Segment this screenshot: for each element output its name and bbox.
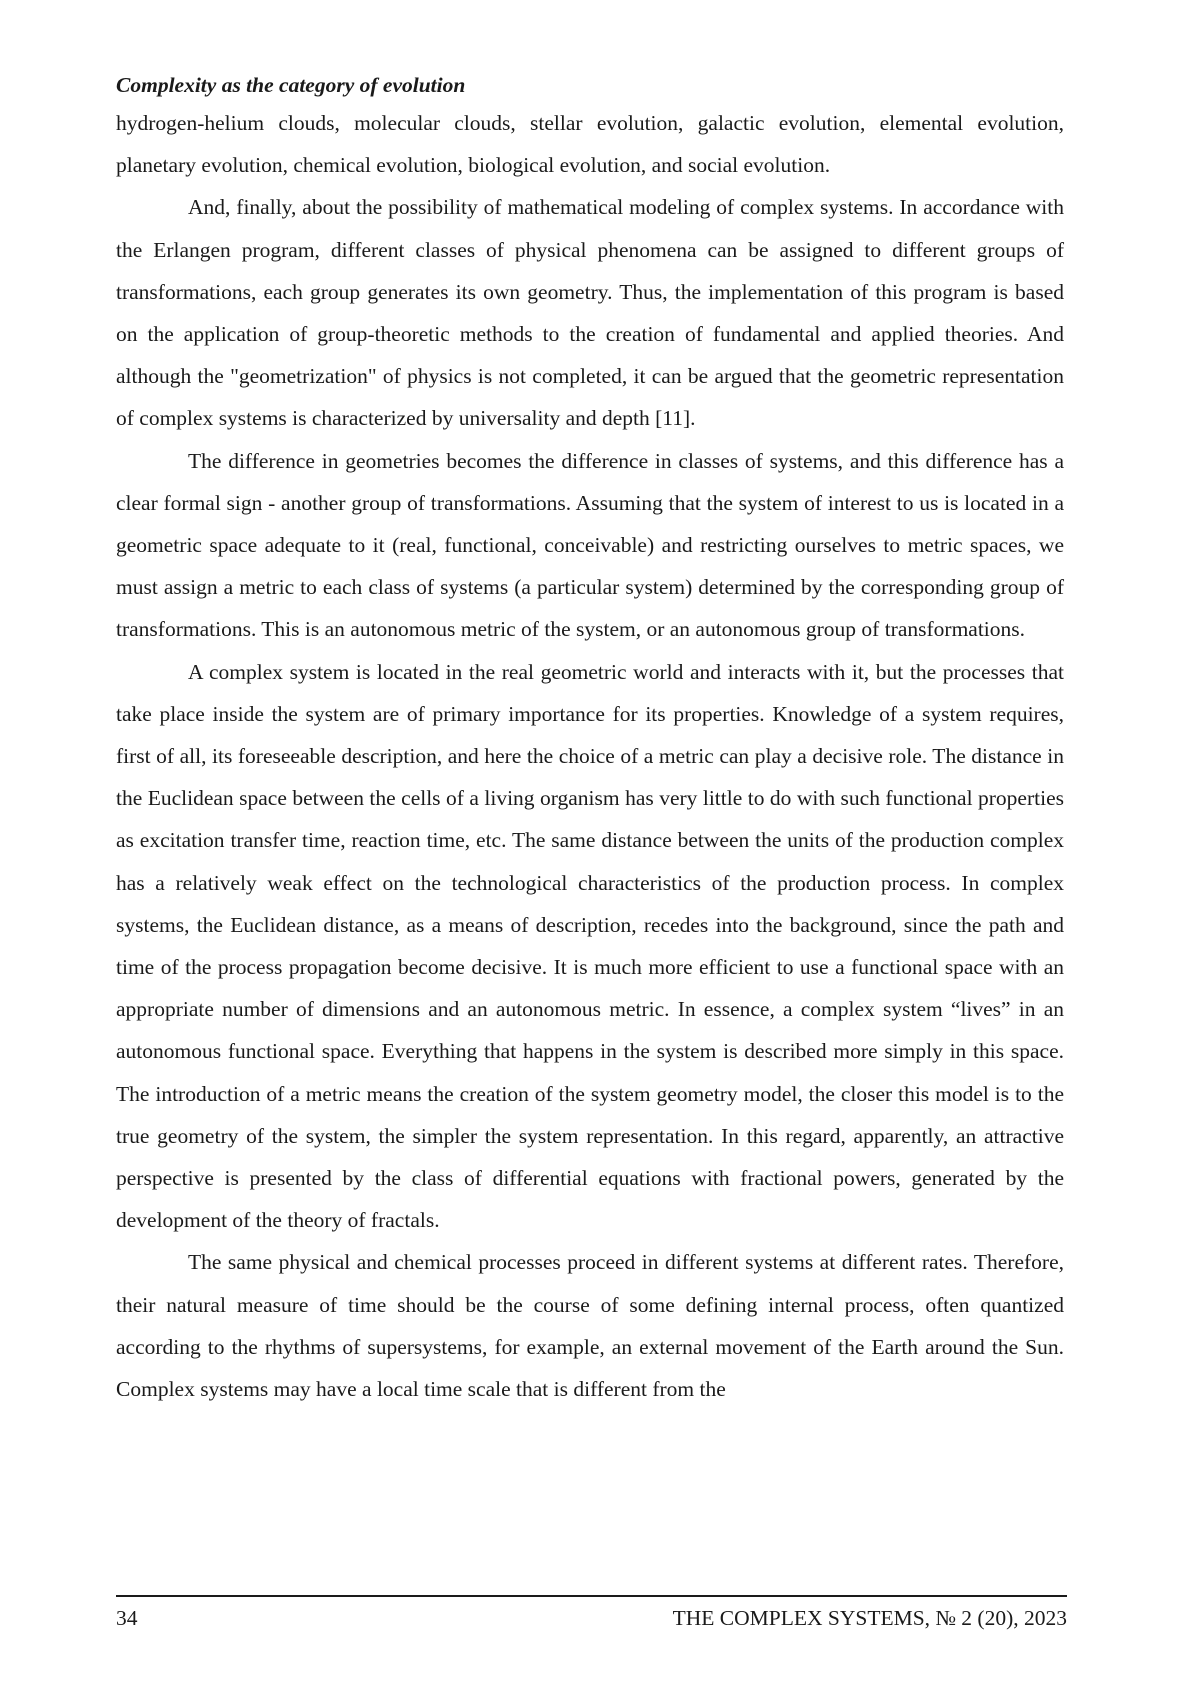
paragraph-continued: hydrogen-helium clouds, molecular clouds, stellar evolution, galactic evolution, elemental evolution, planetary evolution, chemical evolution, biological evolution, and social evolution. [116, 111, 1064, 178]
journal-name: THE COMPLEX SYSTEMS, № 2 (20), 2023 [672, 1606, 1067, 1630]
paragraph-complex-system: A complex system is located in the real geometric world and interacts with it, but the processes that take place inside the system are of primary importance for its properties. Knowledge of a system requires, first of all, its foreseeable description, and here the choice of a metric can play a decisive role. The distance in the Euclidean space between the cells of a living organism has very little to do with such functional properties as excitation transfer time, reaction time, etc. The same distance between the units of the production complex has a relatively weak effect on the technological characteristics of the production process. In complex systems, the Euclidean distance, as a means of description, recedes into the background, since the path and time of the process propagation become decisive. It is much more efficient to use a functional space with an appropriate number of dimensions and an autonomous metric. In essence, a complex system “lives” in an autonomous functional space. Everything that happens in the system is described more simply in this space. The introduction of a metric means the creation of the system geometry model, the closer this model is to the true geometry of the system, the simpler the system representation. In this regard, apparently, an attractive perspective is presented by the class of differential equations with fractional powers, generated by the development of the theory of fractals. [116, 659, 1064, 1233]
body-text [116, 102, 1064, 1410]
paragraph-mathematical-modeling: And, finally, about the possibility of mathematical modeling of complex systems. In accordance with the Erlangen program, different classes of physical phenomena can be assigned to different groups of transformations, each group generates its own geometry. Thus, the implementation of this program is based on the application of group-theoretic methods to the creation of fundamental and applied theories. And although the "geometrization" of physics is not completed, it can be argued that the geometric representation of complex systems is characterized by universality and depth [11]. [116, 195, 1064, 431]
running-title: Complexity as the category of evolution [116, 73, 466, 97]
page-number: 34 [116, 1606, 138, 1630]
page-content [116, 70, 1064, 1410]
paragraph-geometries: The difference in geometries becomes the difference in classes of systems, and this difference has a clear formal sign - another group of transformations. Assuming that the system of interest to us is located in a geometric space adequate to it (real, functional, conceivable) and restricting ourselves to metric spaces, we must assign a metric to each class of systems (a particular system) determined by the corresponding group of transformations. This is an autonomous metric of the system, or an autonomous group of transformations. [116, 448, 1064, 642]
footer-rule [116, 1595, 1067, 1597]
page-footer [116, 1603, 1067, 1633]
paragraph-time-scale: The same physical and chemical processes proceed in different systems at different rates. Therefore, their natural measure of time should be the course of some defining internal process, often quantized according to the rhythms of supersystems, for example, an external movement of the Earth around the Sun. Complex systems may have a local time scale that is different from the [116, 1250, 1064, 1402]
